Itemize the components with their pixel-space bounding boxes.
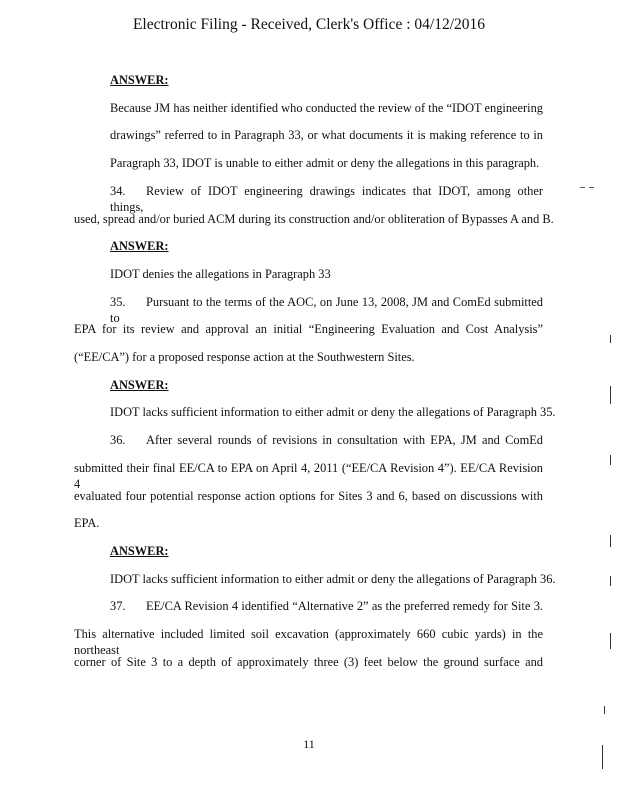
- text-line: [110, 432, 543, 448]
- line-text: submitted their final EE/CA to EPA on April 4, 2011 (“EE/CA Revision 4”). EE/CA Revision 4: [74, 460, 543, 491]
- text-line: [110, 266, 543, 282]
- line-text: (“EE/CA”) for a proposed response action at the Southwestern Sites.: [74, 350, 415, 364]
- line-text: Review of IDOT engineering drawings indicates that IDOT, among other things,: [110, 183, 543, 214]
- text-line: [74, 321, 543, 337]
- line-text: ANSWER:: [110, 377, 169, 392]
- text-line: [74, 211, 554, 227]
- text-line: [110, 155, 543, 171]
- line-text: Paragraph 33, IDOT is unable to either admit or deny the allegations in this paragraph.: [110, 156, 540, 171]
- text-line: [110, 404, 556, 420]
- line-text: corner of Site 3 to a depth of approximately three (3) feet below the ground surface and: [74, 654, 543, 669]
- paragraph-number: 36.: [110, 433, 126, 448]
- line-text: ANSWER:: [110, 543, 169, 558]
- filing-stamp-header: Electronic Filing - Received, Clerk's Office : 04/12/2016: [132, 16, 486, 33]
- line-text: ANSWER:: [110, 239, 169, 254]
- answer-heading: [110, 238, 543, 254]
- line-text: Pursuant to the terms of the AOC, on June 13, 2008, JM and ComEd submitted to: [110, 294, 543, 325]
- line-text: IDOT lacks sufficient information to either admit or deny the allegations of Paragraph 35.: [110, 405, 556, 420]
- line-text: evaluated four potential response action options for Sites 3 and 6, based on discussions with: [74, 488, 543, 503]
- text-line: [74, 654, 543, 670]
- line-text: IDOT denies the allegations in Paragraph 33: [110, 266, 331, 281]
- line-text: This alternative included limited soil excavation (approximately 660 cubic yards) in the northeast: [74, 627, 543, 657]
- paragraph-number: 35.: [110, 294, 126, 309]
- text-line: [74, 488, 543, 504]
- text-line: [110, 100, 543, 116]
- line-text: EPA.: [74, 516, 100, 531]
- answer-heading: [110, 72, 543, 88]
- page-number: 11: [303, 737, 315, 751]
- line-text: IDOT lacks sufficient information to either admit or deny the allegations of Paragraph 36.: [110, 571, 556, 586]
- text-line: [74, 515, 543, 531]
- line-text: used, spread and/or buried ACM during its construction and/or obliteration of Bypasses A and B.: [74, 211, 554, 226]
- line-text: After several rounds of revisions in consultation with EPA, JM and ComEd: [146, 433, 543, 448]
- line-text: Because JM has neither identified who conducted the review of the “IDOT engineering: [110, 100, 543, 115]
- paragraph-number: 34.: [110, 183, 126, 198]
- line-text: EE/CA Revision 4 identified “Alternative 2” as the preferred remedy for Site 3.: [146, 599, 543, 614]
- answer-heading: [110, 377, 543, 393]
- paragraph-number: 37.: [110, 599, 126, 614]
- line-text: drawings” referred to in Paragraph 33, or what documents it is making reference to in: [110, 128, 543, 143]
- line-text: ANSWER:: [110, 73, 169, 87]
- text-line: [110, 571, 556, 587]
- text-line: [110, 127, 543, 143]
- text-line: [110, 598, 543, 614]
- line-text: EPA for its review and approval an initial “Engineering Evaluation and Cost Analysis”: [74, 322, 543, 337]
- text-line: [74, 349, 543, 365]
- answer-heading: [110, 543, 543, 559]
